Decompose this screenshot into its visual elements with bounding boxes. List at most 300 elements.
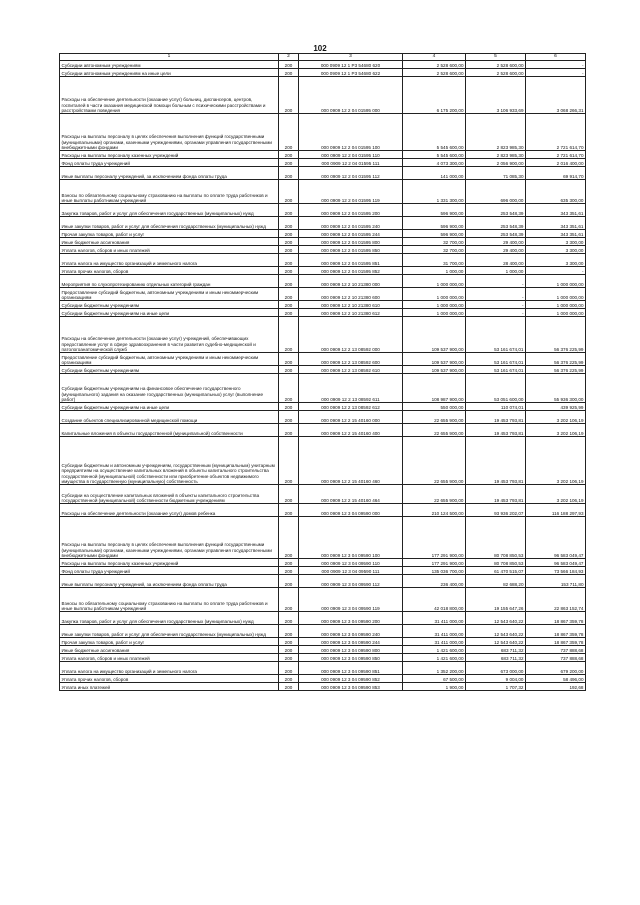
- row-approved-amount-cell: 22 655 900,00: [403, 411, 466, 424]
- row-classification-code-cell: 000 0909 12 2 15 40160 460: [299, 437, 403, 485]
- header-col-2: 2: [279, 54, 299, 61]
- row-name-cell: Фонд оплаты труда учреждений: [60, 159, 279, 167]
- row-unexecuted-amount-cell: 1 000 000,00: [526, 309, 586, 317]
- row-classification-code-cell: 000 0909 12 2 04 01595 240: [299, 217, 403, 230]
- row-unexecuted-amount-cell: 22 863 152,74: [526, 588, 586, 612]
- row-code-cell: 200: [279, 567, 299, 575]
- row-unexecuted-amount-cell: 3 300,00: [526, 238, 586, 246]
- table-row: [60, 517, 586, 559]
- row-executed-amount-cell: 2 823 985,30: [466, 114, 526, 151]
- row-classification-code-cell: 000 0909 12 2 13 08592 600: [299, 353, 403, 366]
- row-name-cell: Субсидии бюджетным и автономным учреждениям, государственным (муниципальным) унитарным предприятиям на осуществление капитальных вложений в объекты капитального строительства государственной (муниципальной) собственности или приобретение объектов недвижимого имущества в государственную (муниципальную) собственность: [60, 437, 279, 485]
- row-executed-amount-cell: 2 528 600,00: [466, 69, 526, 77]
- row-code-cell: 200: [279, 517, 299, 559]
- row-name-cell: Мероприятия по слухопротезированию отдельных категорий граждан: [60, 275, 279, 288]
- table-row: [60, 230, 586, 238]
- row-code-cell: 200: [279, 675, 299, 683]
- row-approved-amount-cell: 31 411 000,00: [403, 625, 466, 638]
- table-row: [60, 61, 586, 69]
- row-executed-amount-cell: 2 528 600,00: [466, 61, 526, 69]
- row-code-cell: 200: [279, 254, 299, 267]
- table-row: [60, 317, 586, 353]
- row-code-cell: 200: [279, 309, 299, 317]
- row-name-cell: Взносы по обязательному социальному страхованию на выплаты по оплате труда работников и иные выплаты работникам учреждений: [60, 180, 279, 204]
- row-code-cell: 200: [279, 114, 299, 151]
- table-row: [60, 238, 586, 246]
- row-executed-amount-cell: 19 155 647,26: [466, 588, 526, 612]
- table-row: [60, 301, 586, 309]
- row-unexecuted-amount-cell: 635 300,00: [526, 180, 586, 204]
- row-classification-code-cell: 000 0909 12 3 04 09590 852: [299, 675, 403, 683]
- row-unexecuted-amount-cell: 2 721 614,70: [526, 151, 586, 159]
- row-approved-amount-cell: 596 900,00: [403, 204, 466, 217]
- row-approved-amount-cell: 210 124 500,00: [403, 504, 466, 517]
- row-unexecuted-amount-cell: 96 583 049,47: [526, 517, 586, 559]
- table-row: [60, 288, 586, 301]
- row-executed-amount-cell: 93 936 202,07: [466, 504, 526, 517]
- row-classification-code-cell: 000 0909 12 2 04 01595 851: [299, 254, 403, 267]
- table-row: [60, 180, 586, 204]
- row-unexecuted-amount-cell: 1 000 000,00: [526, 275, 586, 288]
- row-executed-amount-cell: -: [466, 288, 526, 301]
- row-executed-amount-cell: 80 708 850,53: [466, 559, 526, 567]
- row-classification-code-cell: 000 0909 12 2 10 21380 610: [299, 301, 403, 309]
- row-unexecuted-amount-cell: 1 000 000,00: [526, 301, 586, 309]
- row-classification-code-cell: 000 0909 12 2 04 01595 244: [299, 230, 403, 238]
- table-row: [60, 204, 586, 217]
- row-code-cell: 200: [279, 683, 299, 691]
- row-name-cell: Иные выплаты персоналу учреждений, за исключением фонда оплаты труда: [60, 575, 279, 588]
- table-row: [60, 559, 586, 567]
- row-code-cell: 200: [279, 77, 299, 114]
- header-row: [60, 54, 586, 61]
- page-number: 102: [313, 44, 327, 53]
- row-unexecuted-amount-cell: 3 202 106,19: [526, 437, 586, 485]
- row-executed-amount-cell: 19 453 793,81: [466, 424, 526, 437]
- row-code-cell: 200: [279, 246, 299, 254]
- row-executed-amount-cell: 2 823 985,30: [466, 151, 526, 159]
- row-code-cell: 200: [279, 69, 299, 77]
- row-code-cell: 200: [279, 437, 299, 485]
- row-approved-amount-cell: 32 700,00: [403, 246, 466, 254]
- row-name-cell: Предоставление субсидий бюджетным, автономным учреждениям и иным некоммерческим организациям: [60, 353, 279, 366]
- row-approved-amount-cell: 4 073 300,00: [403, 159, 466, 167]
- row-unexecuted-amount-cell: 343 351,61: [526, 217, 586, 230]
- row-code-cell: 200: [279, 662, 299, 675]
- table-row: [60, 309, 586, 317]
- table-row: [60, 625, 586, 638]
- row-classification-code-cell: 000 0909 12 3 04 09590 240: [299, 625, 403, 638]
- row-approved-amount-cell: 177 291 900,00: [403, 517, 466, 559]
- row-approved-amount-cell: 22 655 900,00: [403, 424, 466, 437]
- row-approved-amount-cell: 32 700,00: [403, 238, 466, 246]
- row-code-cell: 200: [279, 638, 299, 646]
- row-unexecuted-amount-cell: 343 351,61: [526, 204, 586, 217]
- row-executed-amount-cell: 80 708 850,53: [466, 517, 526, 559]
- row-approved-amount-cell: 1 421 600,00: [403, 646, 466, 654]
- row-classification-code-cell: 000 0909 12 3 04 09590 000: [299, 504, 403, 517]
- table-row: [60, 167, 586, 180]
- table-row: [60, 275, 586, 288]
- row-unexecuted-amount-cell: -: [526, 61, 586, 69]
- row-approved-amount-cell: 31 411 000,00: [403, 638, 466, 646]
- row-executed-amount-cell: 53 161 674,01: [466, 353, 526, 366]
- row-executed-amount-cell: 9 004,00: [466, 675, 526, 683]
- row-code-cell: 200: [279, 366, 299, 374]
- row-classification-code-cell: 000 0909 12 2 04 01595 800: [299, 238, 403, 246]
- row-name-cell: Уплата налогов, сборов и иных платежей: [60, 246, 279, 254]
- row-code-cell: 200: [279, 159, 299, 167]
- row-approved-amount-cell: 108 987 900,00: [403, 374, 466, 403]
- row-classification-code-cell: 000 0909 12 2 10 21380 000: [299, 275, 403, 288]
- table-row: [60, 374, 586, 403]
- table-row: [60, 114, 586, 151]
- row-unexecuted-amount-cell: 679 200,00: [526, 662, 586, 675]
- row-approved-amount-cell: 1 421 600,00: [403, 654, 466, 662]
- row-code-cell: 200: [279, 317, 299, 353]
- row-name-cell: Закупка товаров, работ и услуг для обеспечения государственных (муниципальных) нужд: [60, 612, 279, 625]
- row-name-cell: Взносы по обязательному социальному страхованию на выплаты по оплате труда работников и иные выплаты работникам учреждений: [60, 588, 279, 612]
- row-classification-code-cell: 000 0909 12 2 15 40160 400: [299, 424, 403, 437]
- row-name-cell: Прочая закупка товаров, работ и услуг: [60, 230, 279, 238]
- row-approved-amount-cell: 2 528 600,00: [403, 69, 466, 77]
- row-executed-amount-cell: 12 543 640,22: [466, 638, 526, 646]
- table-row: [60, 267, 586, 275]
- row-executed-amount-cell: 29 400,00: [466, 238, 526, 246]
- row-unexecuted-amount-cell: 55 936 300,00: [526, 374, 586, 403]
- row-name-cell: Расходы на выплаты персоналу казенных учреждений: [60, 559, 279, 567]
- row-code-cell: 200: [279, 230, 299, 238]
- row-executed-amount-cell: 53 051 600,00: [466, 374, 526, 403]
- row-unexecuted-amount-cell: 18 867 359,78: [526, 625, 586, 638]
- row-name-cell: Субсидии бюджетным учреждениям на финансовое обеспечение государственного (муниципального) задания на оказание государственных (муниципальных) услуг (выполнение работ): [60, 374, 279, 403]
- row-approved-amount-cell: 67 500,00: [403, 675, 466, 683]
- row-approved-amount-cell: 1 000 000,00: [403, 288, 466, 301]
- row-name-cell: Иные бюджетные ассигнования: [60, 646, 279, 654]
- table-row: [60, 424, 586, 437]
- row-approved-amount-cell: 596 900,00: [403, 217, 466, 230]
- row-code-cell: 200: [279, 374, 299, 403]
- row-code-cell: 200: [279, 167, 299, 180]
- row-unexecuted-amount-cell: 737 888,68: [526, 654, 586, 662]
- row-classification-code-cell: 000 0909 12 2 10 21380 612: [299, 309, 403, 317]
- row-executed-amount-cell: 110 074,01: [466, 403, 526, 411]
- budget-table: [59, 53, 586, 691]
- table-row: [60, 403, 586, 411]
- row-approved-amount-cell: 236 400,00: [403, 575, 466, 588]
- table-row: [60, 683, 586, 691]
- row-executed-amount-cell: -: [466, 301, 526, 309]
- row-name-cell: Расходы на обеспечение деятельности (оказание услуг) домов ребенка: [60, 504, 279, 517]
- row-name-cell: Иные бюджетные ассигнования: [60, 238, 279, 246]
- row-name-cell: Иные закупки товаров, работ и услуг для обеспечения государственных (муниципальных) нужд: [60, 217, 279, 230]
- row-unexecuted-amount-cell: 2 721 614,70: [526, 114, 586, 151]
- row-code-cell: 200: [279, 424, 299, 437]
- row-unexecuted-amount-cell: -: [526, 267, 586, 275]
- row-unexecuted-amount-cell: 3 068 266,31: [526, 77, 586, 114]
- row-classification-code-cell: 000 0909 12 2 15 40160 000: [299, 411, 403, 424]
- row-unexecuted-amount-cell: 439 925,99: [526, 403, 586, 411]
- row-code-cell: 200: [279, 403, 299, 411]
- row-name-cell: Иные закупки товаров, работ и услуг для обеспечения государственных (муниципальных) нужд: [60, 625, 279, 638]
- row-approved-amount-cell: 1 352 200,00: [403, 662, 466, 675]
- row-approved-amount-cell: 109 537 900,00: [403, 366, 466, 374]
- row-classification-code-cell: 000 0909 12 3 04 09590 100: [299, 517, 403, 559]
- row-classification-code-cell: 000 0909 12 2 04 01595 000: [299, 77, 403, 114]
- row-code-cell: 200: [279, 275, 299, 288]
- table-row: [60, 504, 586, 517]
- row-unexecuted-amount-cell: 343 351,61: [526, 230, 586, 238]
- table-row: [60, 638, 586, 646]
- row-classification-code-cell: 000 0909 12 2 04 01595 850: [299, 246, 403, 254]
- row-code-cell: 200: [279, 61, 299, 69]
- row-classification-code-cell: 000 0909 12 3 04 09590 200: [299, 612, 403, 625]
- row-unexecuted-amount-cell: 58 496,00: [526, 675, 586, 683]
- row-name-cell: Расходы на выплаты персоналу казенных учреждений: [60, 151, 279, 159]
- row-executed-amount-cell: 673 000,00: [466, 662, 526, 675]
- row-classification-code-cell: 000 0909 12 2 13 08592 611: [299, 374, 403, 403]
- row-executed-amount-cell: 19 453 793,81: [466, 411, 526, 424]
- table-row: [60, 437, 586, 485]
- header-col-4: 4: [403, 54, 466, 61]
- row-classification-code-cell: 000 0909 12 2 15 40160 464: [299, 485, 403, 504]
- row-code-cell: 200: [279, 217, 299, 230]
- row-unexecuted-amount-cell: 18 867 359,78: [526, 638, 586, 646]
- row-approved-amount-cell: 42 018 800,00: [403, 588, 466, 612]
- row-approved-amount-cell: 109 537 900,00: [403, 353, 466, 366]
- row-code-cell: 200: [279, 575, 299, 588]
- row-unexecuted-amount-cell: 116 188 297,93: [526, 504, 586, 517]
- row-executed-amount-cell: 253 548,39: [466, 217, 526, 230]
- row-unexecuted-amount-cell: 3 202 106,19: [526, 424, 586, 437]
- row-unexecuted-amount-cell: 56 376 225,99: [526, 366, 586, 374]
- row-approved-amount-cell: 2 528 600,00: [403, 61, 466, 69]
- row-classification-code-cell: 000 0909 12 2 04 01595 852: [299, 267, 403, 275]
- row-executed-amount-cell: 3 106 933,69: [466, 77, 526, 114]
- row-classification-code-cell: 000 0909 12 3 04 09590 112: [299, 575, 403, 588]
- row-name-cell: Уплата налога на имущество организаций и земельного налога: [60, 662, 279, 675]
- row-approved-amount-cell: 5 545 600,00: [403, 151, 466, 159]
- row-code-cell: 200: [279, 559, 299, 567]
- row-classification-code-cell: 000 0909 12 2 04 01595 200: [299, 204, 403, 217]
- row-name-cell: Уплата прочих налогов, сборов: [60, 675, 279, 683]
- row-classification-code-cell: 000 0909 12 1 P3 54680 620: [299, 61, 403, 69]
- header-col-1: 1: [60, 54, 279, 61]
- row-approved-amount-cell: 31 411 000,00: [403, 612, 466, 625]
- row-code-cell: 200: [279, 204, 299, 217]
- table-row: [60, 575, 586, 588]
- table-row: [60, 675, 586, 683]
- row-code-cell: 200: [279, 288, 299, 301]
- row-code-cell: 200: [279, 612, 299, 625]
- row-executed-amount-cell: 1 707,32: [466, 683, 526, 691]
- row-unexecuted-amount-cell: -: [526, 69, 586, 77]
- row-name-cell: Уплата налога на имущество организаций и земельного налога: [60, 254, 279, 267]
- table-row: [60, 654, 586, 662]
- row-approved-amount-cell: 22 655 900,00: [403, 485, 466, 504]
- row-executed-amount-cell: 82 688,20: [466, 575, 526, 588]
- header-col-5: 5: [466, 54, 526, 61]
- row-executed-amount-cell: 253 548,39: [466, 230, 526, 238]
- row-classification-code-cell: 000 0909 12 3 04 09590 850: [299, 654, 403, 662]
- table-row: [60, 151, 586, 159]
- row-name-cell: Капитальные вложения в объекты государственной (муниципальной) собственности: [60, 424, 279, 437]
- row-unexecuted-amount-cell: 153 711,80: [526, 575, 586, 588]
- row-executed-amount-cell: 53 161 674,01: [466, 366, 526, 374]
- row-approved-amount-cell: 1 000,00: [403, 267, 466, 275]
- row-name-cell: Иные выплаты персоналу учреждений, за исключением фонда оплаты труда: [60, 167, 279, 180]
- row-unexecuted-amount-cell: 737 888,68: [526, 646, 586, 654]
- row-code-cell: 200: [279, 180, 299, 204]
- row-unexecuted-amount-cell: 3 202 106,19: [526, 411, 586, 424]
- row-unexecuted-amount-cell: 56 376 225,99: [526, 317, 586, 353]
- row-executed-amount-cell: 2 056 900,00: [466, 159, 526, 167]
- row-classification-code-cell: 000 0909 12 3 04 09590 853: [299, 683, 403, 691]
- row-code-cell: 200: [279, 588, 299, 612]
- row-code-cell: 200: [279, 485, 299, 504]
- row-unexecuted-amount-cell: 56 376 225,99: [526, 353, 586, 366]
- table-row: [60, 254, 586, 267]
- table-row: [60, 246, 586, 254]
- row-approved-amount-cell: 5 545 600,00: [403, 114, 466, 151]
- row-name-cell: Уплата прочих налогов, сборов: [60, 267, 279, 275]
- table-row: [60, 353, 586, 366]
- row-code-cell: 200: [279, 646, 299, 654]
- row-name-cell: Создание объектов специализированной медицинской помощи: [60, 411, 279, 424]
- row-classification-code-cell: 000 0909 12 1 P3 54680 622: [299, 69, 403, 77]
- row-executed-amount-cell: 71 085,30: [466, 167, 526, 180]
- table-row: [60, 646, 586, 654]
- table-row: [60, 217, 586, 230]
- row-approved-amount-cell: 31 700,00: [403, 254, 466, 267]
- row-unexecuted-amount-cell: 1 000 000,00: [526, 288, 586, 301]
- table-row: [60, 485, 586, 504]
- row-name-cell: Фонд оплаты труда учреждений: [60, 567, 279, 575]
- row-name-cell: Субсидии автономным учреждениям: [60, 61, 279, 69]
- row-executed-amount-cell: -: [466, 309, 526, 317]
- row-executed-amount-cell: 19 453 793,81: [466, 437, 526, 485]
- row-classification-code-cell: 000 0909 12 3 04 09590 119: [299, 588, 403, 612]
- table-row: [60, 662, 586, 675]
- row-code-cell: 200: [279, 504, 299, 517]
- row-classification-code-cell: 000 0909 12 3 04 09590 800: [299, 646, 403, 654]
- row-executed-amount-cell: 29 400,00: [466, 246, 526, 254]
- row-unexecuted-amount-cell: 192,68: [526, 683, 586, 691]
- row-executed-amount-cell: 12 543 640,22: [466, 612, 526, 625]
- table-row: [60, 366, 586, 374]
- row-unexecuted-amount-cell: 18 867 359,78: [526, 612, 586, 625]
- row-code-cell: 200: [279, 238, 299, 246]
- row-classification-code-cell: 000 0909 12 3 04 09590 111: [299, 567, 403, 575]
- row-approved-amount-cell: 596 900,00: [403, 230, 466, 238]
- row-executed-amount-cell: 683 711,32: [466, 654, 526, 662]
- row-approved-amount-cell: 1 000 000,00: [403, 309, 466, 317]
- table-row: [60, 77, 586, 114]
- row-name-cell: Субсидии бюджетным учреждениям на иные цели: [60, 403, 279, 411]
- row-classification-code-cell: 000 0909 12 3 04 09590 110: [299, 559, 403, 567]
- row-unexecuted-amount-cell: 96 583 049,47: [526, 559, 586, 567]
- row-code-cell: 200: [279, 267, 299, 275]
- row-executed-amount-cell: 253 548,39: [466, 204, 526, 217]
- row-name-cell: Субсидии бюджетным учреждениям: [60, 301, 279, 309]
- table-row: [60, 69, 586, 77]
- row-name-cell: Предоставление субсидий бюджетным, автономным учреждениям и иным некоммерческим организациям: [60, 288, 279, 301]
- row-code-cell: 200: [279, 301, 299, 309]
- row-code-cell: 200: [279, 411, 299, 424]
- row-executed-amount-cell: 12 543 640,22: [466, 625, 526, 638]
- row-name-cell: Субсидии бюджетным учреждениям на иные цели: [60, 309, 279, 317]
- row-approved-amount-cell: 177 291 900,00: [403, 559, 466, 567]
- table-row: [60, 612, 586, 625]
- row-classification-code-cell: 000 0909 12 3 04 09590 244: [299, 638, 403, 646]
- row-approved-amount-cell: 1 331 300,00: [403, 180, 466, 204]
- row-executed-amount-cell: 61 470 515,07: [466, 567, 526, 575]
- row-name-cell: Расходы на выплаты персоналу в целях обеспечения выполнения функций государственными (муниципальными) органами, казенными учреждениями, органами управления государственными внебюджетными фондами: [60, 114, 279, 151]
- row-approved-amount-cell: 109 537 900,00: [403, 317, 466, 353]
- row-code-cell: 200: [279, 625, 299, 638]
- row-unexecuted-amount-cell: 2 016 400,00: [526, 159, 586, 167]
- row-name-cell: Уплата налогов, сборов и иных платежей: [60, 654, 279, 662]
- row-code-cell: 200: [279, 654, 299, 662]
- row-name-cell: Закупка товаров, работ и услуг для обеспечения государственных (муниципальных) нужд: [60, 204, 279, 217]
- header-col-6: 6: [526, 54, 586, 61]
- row-classification-code-cell: 000 0909 12 2 04 01595 111: [299, 159, 403, 167]
- row-code-cell: 200: [279, 353, 299, 366]
- row-classification-code-cell: 000 0909 12 2 10 21380 600: [299, 288, 403, 301]
- row-classification-code-cell: 000 0909 12 2 04 01595 110: [299, 151, 403, 159]
- row-approved-amount-cell: 22 655 900,00: [403, 437, 466, 485]
- row-executed-amount-cell: 28 400,00: [466, 254, 526, 267]
- row-name-cell: Расходы на обеспечение деятельности (оказание услуг) больниц, диспансеров, центров, госпиталей в части оказания медицинской помощи больным с психическими расстройствами и расстройствами поведения: [60, 77, 279, 114]
- row-name-cell: Субсидии автономным учреждениям на иные цели: [60, 69, 279, 77]
- row-executed-amount-cell: -: [466, 275, 526, 288]
- row-classification-code-cell: 000 0909 12 2 04 01595 119: [299, 180, 403, 204]
- row-code-cell: 200: [279, 151, 299, 159]
- row-name-cell: Расходы на выплаты персоналу в целях обеспечения выполнения функций государственными (муниципальными) органами, казенными учреждениями, органами управления государственными внебюджетными фондами: [60, 517, 279, 559]
- row-name-cell: Субсидии на осуществление капитальных вложений в объекты капитального строительства государственной (муниципальной) собственности бюджетным учреждениям: [60, 485, 279, 504]
- table-row: [60, 159, 586, 167]
- row-approved-amount-cell: 1 000 000,00: [403, 301, 466, 309]
- row-executed-amount-cell: 696 000,00: [466, 180, 526, 204]
- row-approved-amount-cell: 1 900,00: [403, 683, 466, 691]
- table-row: [60, 588, 586, 612]
- row-classification-code-cell: 000 0909 12 2 13 08592 610: [299, 366, 403, 374]
- table-row: [60, 567, 586, 575]
- row-unexecuted-amount-cell: 3 300,00: [526, 246, 586, 254]
- row-approved-amount-cell: 550 000,00: [403, 403, 466, 411]
- row-executed-amount-cell: 19 453 793,81: [466, 485, 526, 504]
- row-approved-amount-cell: 1 000 000,00: [403, 275, 466, 288]
- row-approved-amount-cell: 135 036 700,00: [403, 567, 466, 575]
- row-name-cell: Уплата иных платежей: [60, 683, 279, 691]
- row-unexecuted-amount-cell: 3 202 106,19: [526, 485, 586, 504]
- row-classification-code-cell: 000 0909 12 2 13 08592 000: [299, 317, 403, 353]
- row-classification-code-cell: 000 0909 12 2 13 08592 612: [299, 403, 403, 411]
- row-executed-amount-cell: 683 711,32: [466, 646, 526, 654]
- row-unexecuted-amount-cell: 69 914,70: [526, 167, 586, 180]
- row-unexecuted-amount-cell: 3 300,00: [526, 254, 586, 267]
- row-name-cell: Расходы на обеспечение деятельности (оказание услуг) учреждений, обеспечивающих предоставление услуг в сфере здравоохранения в части развития судебно-медицинской и патологоанатомической служб: [60, 317, 279, 353]
- header-col-3: 3: [299, 54, 403, 61]
- row-name-cell: Прочая закупка товаров, работ и услуг: [60, 638, 279, 646]
- row-name-cell: Субсидии бюджетным учреждениям: [60, 366, 279, 374]
- row-classification-code-cell: 000 0909 12 2 04 01595 100: [299, 114, 403, 151]
- row-executed-amount-cell: 53 161 674,01: [466, 317, 526, 353]
- row-classification-code-cell: 000 0909 12 3 04 09590 851: [299, 662, 403, 675]
- table-row: [60, 411, 586, 424]
- row-approved-amount-cell: 141 000,00: [403, 167, 466, 180]
- row-unexecuted-amount-cell: 73 566 184,93: [526, 567, 586, 575]
